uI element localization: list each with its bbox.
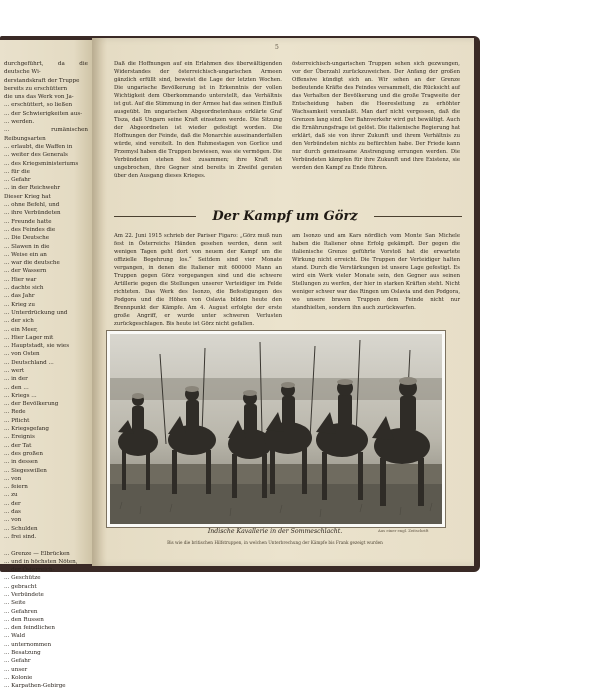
left-page-line: ... dachte sich [4,285,44,292]
left-page-line: ... Siegeswillen [4,467,47,474]
left-page-line: ... rumänischen Reibungsarten [4,127,88,142]
section-title: Der Kampf um Görz [212,209,358,224]
left-page-line: ... für die [4,168,30,175]
left-page-line: ... des Feindes die [4,226,56,233]
left-page-line: ... Rede [4,409,26,416]
left-page-line: ... unternommen [4,641,52,648]
left-page-line: ... Hauptstadt, sie wies [4,343,70,350]
left-page-line: ... Grenze — Elbrücken [4,550,70,557]
left-page-line: ... feiern [4,484,28,491]
left-page-line: bereits zu erschüttern [4,85,68,92]
top-right-paragraph: österreichisch-ungarischen Truppen sehen sich gezwungen, vor der Überzahl zurückzuweichen. Der Anfang der großen Offensive kündigt sich an. Wir sehen an der Grenze bedeutende Kräfte des Feindes versammelt, die Rücksicht auf das Verhalten der Bevölkerung und die große Tragweite der Entscheidung haben die Heeresleitung zu erhöhter Wachsamkeit veranlaßt. Man darf nicht vergessen, daß die Grenzen lang sind. Der Bahnverkehr wird gut bewältigt. Auch die Ernährungsfrage ist gelöst. Die italienische Regierung hat erklärt, daß sie von ihrer Zukunft und ihrem Verhältnis zu den Verbündeten nichts zu befürchten habe. Der Friede kann nur durch gemeinsame Anstrengung errungen werden. Die Verbündeten kämpfen für ihre Zukunft und ihre Existenz, sie werden den Kampf zu Ende führen. [292,61,460,171]
left-page-line: ... und in höchsten Nöten, [4,558,78,565]
top-left-paragraph: Daß die Hoffnungen auf ein Erlahmen des überwältigenden Widerstandes der österreichisch-ungarischen Armeen gänzlich erfüllt sind, beweist die Lage der letzten Wochen. Die ungarische Bevölkerung ist in Erkenntnis der vollen Wichtigkeit dem Oberkommando unterstellt, das Verhältnis ist gut. Auf die Stimmung in der Armee hat das seinen Einfluß ausgeübt. Im ungarischen Abgeordnetenhaus erklärte Graf Tisza, daß Ungarn seine Kraft einsetzen werde. Die Sitzung der Abgeordneten ist wieder gefestigt worden. Die Hoffnungen der Feinde, daß die Monarchie auseinanderfallen würde, sind vereitelt. In den Ruhmestagen von Gorlice und Przemysl haben die Truppen bewiesen, was sie vermögen. Die Verbündeten stehen fest zusammen; ihre Kraft ist ungebrochen, ihre Gegner sind bereits in Zweifel geraten über den Ausgang dieses Krieges. [114,61,282,179]
left-page-line: ... das [4,509,21,516]
left-page-line: ... Wald [4,633,26,640]
left-page-line: ... Freunde hatte [4,218,52,225]
left-page-line: ... der sich [4,318,34,325]
left-page-line: ... Kriegsgefang [4,426,49,433]
left-page-line: ... Die Deutsche [4,235,50,242]
left-page-line: ... Slawen in die [4,243,50,250]
left-page-line: ... Gefahr [4,177,31,184]
left-page-line: ... Gefahr [4,658,31,665]
page-number: 5 [275,44,279,51]
photo-credit: Aus einer engl. Zeitschrift [378,528,429,533]
left-page-line: ... wert [4,367,25,374]
left-page-line: ... Krieg zu [4,301,35,308]
left-page-line: ... der Schwierigkeiten aus- [4,110,83,117]
left-page-line: ... von Osten [4,351,40,358]
photo-subcaption: Bis wie die britischen Hilfstruppen, in welchen Unterbrechung der Kämpfe bis Frank gezeigt wurden [167,540,383,545]
left-page-line [4,541,88,549]
left-page-line: ... in der [4,376,28,383]
left-page-line: ... der Tat [4,442,32,449]
left-page-line: ... ohne Befehl, und [4,202,60,209]
left-page-line: ... werden. [4,119,35,126]
left-page-line: ... das Jahr [4,293,35,300]
left-page-line: ... Kriegs ... [4,392,37,399]
left-page-line: ... Seite [4,600,26,607]
left-page-line: ... erschüttert, so ließen [4,102,73,109]
left-page-line: ... frei sind. [4,533,37,540]
left-page-line: Dieser Krieg hat [4,193,51,200]
left-page-line: die uns das Werk von Ja- [4,94,74,101]
left-page-line: ... von [4,475,22,482]
left-page [0,40,92,690]
photo-frame [106,330,446,528]
left-page-line: ... Geschütze [4,575,41,582]
left-page-line: ... gebracht [4,583,37,590]
left-page-line: ... Hier war [4,276,37,283]
left-page-line: ... Hier Lager mit [4,334,54,341]
left-page-line: ... der Wassern [4,268,47,275]
left-page-line: ... weiter des Generals [4,152,68,159]
left-page-line: ... den Russen [4,616,44,623]
photo-caption: Indische Kavallerie in der Sommeschlacht. [207,528,343,535]
left-page-line: ... Deutschland ... [4,359,54,366]
left-page-line: ... zu [4,492,18,499]
left-page-line: derstandskraft der Truppe [4,77,80,84]
article-column-left: Am 22. Juni 1915 schrieb der Pariser Figaro: „Görz muß nun fest in Österreichs Händen gesehen werden, denn seit wenigen Tagen geht dort von neuem der Kampf um die offizielle Begehrung los.“ Seitdem sind vier Monate vergangen, in denen die Italiener mit 600000 Mann an Truppen gegen Görz vorgegangen sind und die schwere Artillerie gegen die Stellungen unserer Verteidiger im Felde richteten. Das Werk des Isonzo, die Befestigungen des Podgora und die Höhen von Oslavia bilden heute den Brennpunkt der Kämpfe. Am 4. August erfolgte der erste große Angriff, er wurde unter schweren Verlusten zurückgeschlagen. Bis heute ist Görz nicht gefallen. [114,233,282,327]
left-page-line: ... Karpathen-Gebirge [4,683,66,690]
left-page-line: ... Besatzung [4,650,41,657]
left-page-line: ... ein Meer, [4,326,38,333]
left-page-line: ... den feindlichen [4,625,55,632]
left-page-line: ... der Österreich- [4,567,55,574]
article-column-right: am Isonzo und am Kars nördlich vom Monte San Michele haben die Italiener ohne Erfolg gekämpft. Der gegen die italienische Grenze geführte Vorstoß hat die erwartete Wirkung nicht erreicht. Die Truppen der Verteidiger halten stand. Durch die Verstärkungen ist unsere Lage gefestigt. Es wird ein Werk vieler Monate sein, den Gegner aus seinen Stellungen zu werfen, der hier in starken Kräften steht. Nicht weniger schwer war das Ringen um Oslavia und den Podgora, wo unsere braven Truppen dem Feinde nicht nur standhielten, sondern ihn auch zurückwarfen. [292,233,460,311]
left-page-line: ... ihre Verbündeten [4,210,61,217]
left-page-line: ... Schulden [4,525,38,532]
left-page-line: ... des großen [4,450,43,457]
left-page-line: ... Kolonie [4,674,33,681]
left-page-line: ... den ... [4,384,29,391]
title-rule-left [114,216,196,217]
left-page-line: ... war die deutsche [4,260,60,267]
left-page-line: ... Weise ein an [4,251,47,258]
left-page-line: ... unser [4,666,28,673]
left-page-line: ... Pflicht [4,417,30,424]
left-page-line: ... von [4,517,22,524]
left-page-line: ... Verbündete [4,592,44,598]
left-page-line: ... Unterdrückung und [4,309,68,316]
left-page-text-column [4,60,88,691]
left-page-line: ... der [4,500,21,507]
left-page-line: ... Ereignis [4,434,35,441]
cavalry-photograph [110,334,442,524]
left-page-line: ... Gefahren [4,608,38,615]
title-rule-right [374,216,462,217]
left-page-line: ... der Bevölkerung [4,401,59,408]
left-page-line: ... des Kriegsministeriums [4,160,79,167]
left-page-line: ... erlaubt, die Waffen in [4,143,73,150]
left-page-line: ... in der Reichwehr [4,185,61,192]
left-page-line: ... in dessen [4,459,38,466]
left-page-line: durchgeführt, da die deutsche Wi- [4,61,88,76]
